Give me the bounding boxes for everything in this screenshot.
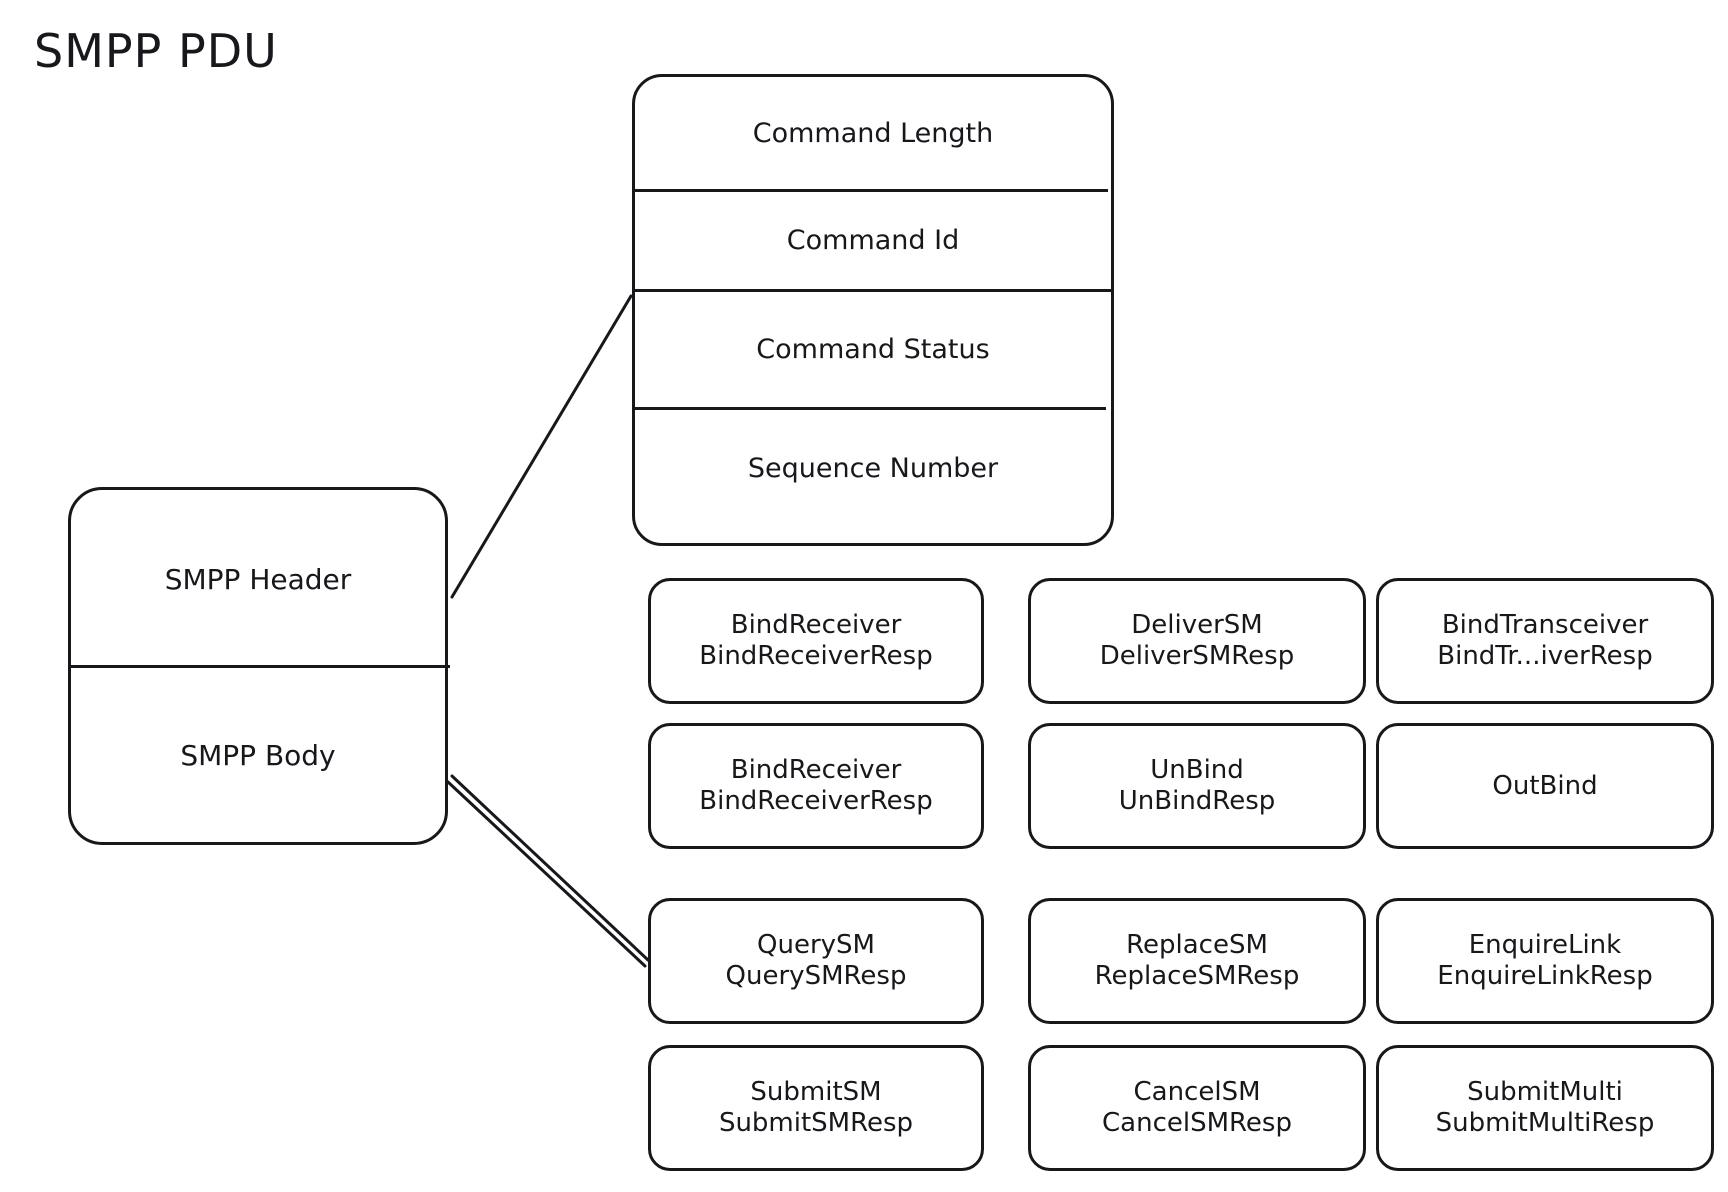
connector-header — [452, 296, 631, 597]
operation-line-1: BindReceiver — [730, 610, 902, 641]
smpp-header-label: SMPP Header — [164, 562, 352, 596]
operation-line-2: BindTr...iverResp — [1437, 641, 1653, 671]
header-field-label: Command Status — [756, 333, 990, 365]
operation-box-submitmulti — [1376, 1045, 1714, 1171]
operation-line-1: BindReceiver — [730, 755, 902, 786]
operation-box-cancelsm — [1028, 1045, 1366, 1171]
operation-line-2: SubmitMultiResp — [1435, 1108, 1655, 1138]
operation-line-1: DeliverSM — [1131, 610, 1263, 641]
operation-box-bindreceiver — [648, 578, 984, 704]
header-field-command-status — [635, 291, 1111, 409]
page-title: SMPP PDU — [34, 24, 278, 78]
operation-box-deliversm — [1028, 578, 1366, 704]
operation-box-outbind — [1376, 723, 1714, 849]
operation-box-replacesm — [1028, 898, 1366, 1024]
operation-line-2: CancelSMResp — [1102, 1108, 1292, 1138]
operation-line-2: UnBindResp — [1118, 786, 1276, 816]
smpp-header-detail-box — [632, 74, 1114, 546]
operation-line-2: EnquireLinkResp — [1437, 961, 1653, 991]
operation-box-submitsm — [648, 1045, 984, 1171]
header-field-command-length — [635, 77, 1111, 191]
operation-line-2: SubmitSMResp — [718, 1108, 914, 1138]
operation-line-2: DeliverSMResp — [1099, 641, 1295, 671]
header-field-label: Command Length — [752, 117, 994, 149]
operation-line-2: QuerySMResp — [725, 961, 907, 991]
header-field-sequence-number — [635, 409, 1111, 529]
smpp-body-cell — [71, 668, 445, 842]
operation-line-1: EnquireLink — [1468, 930, 1622, 961]
operation-line-1: ReplaceSM — [1126, 930, 1268, 961]
operation-box-unbind — [1028, 723, 1366, 849]
operation-box-bindreceiver-2 — [648, 723, 984, 849]
operation-line-2: BindReceiverResp — [699, 641, 933, 671]
operation-box-bindtransceiver — [1376, 578, 1714, 704]
operation-line-1: OutBind — [1492, 770, 1598, 801]
smpp-body-label: SMPP Body — [180, 738, 336, 772]
operation-line-1: SubmitMulti — [1467, 1077, 1623, 1108]
header-field-label: Sequence Number — [747, 452, 999, 484]
header-field-label: Command Id — [786, 224, 960, 256]
connector-body-b — [452, 776, 648, 960]
operation-line-1: SubmitSM — [750, 1077, 882, 1108]
header-field-command-id — [635, 191, 1111, 291]
operation-line-1: UnBind — [1150, 755, 1244, 786]
operation-box-querysm — [648, 898, 984, 1024]
smpp-header-cell — [71, 490, 445, 668]
connector-body-a — [448, 782, 645, 966]
operation-line-1: CancelSM — [1133, 1077, 1261, 1108]
operation-line-2: BindReceiverResp — [699, 786, 933, 816]
operation-line-2: ReplaceSMResp — [1094, 961, 1300, 991]
operation-line-1: QuerySM — [757, 930, 875, 961]
operation-box-enquirelink — [1376, 898, 1714, 1024]
smpp-pdu-box — [68, 487, 448, 845]
operation-line-1: BindTransceiver — [1441, 610, 1649, 641]
